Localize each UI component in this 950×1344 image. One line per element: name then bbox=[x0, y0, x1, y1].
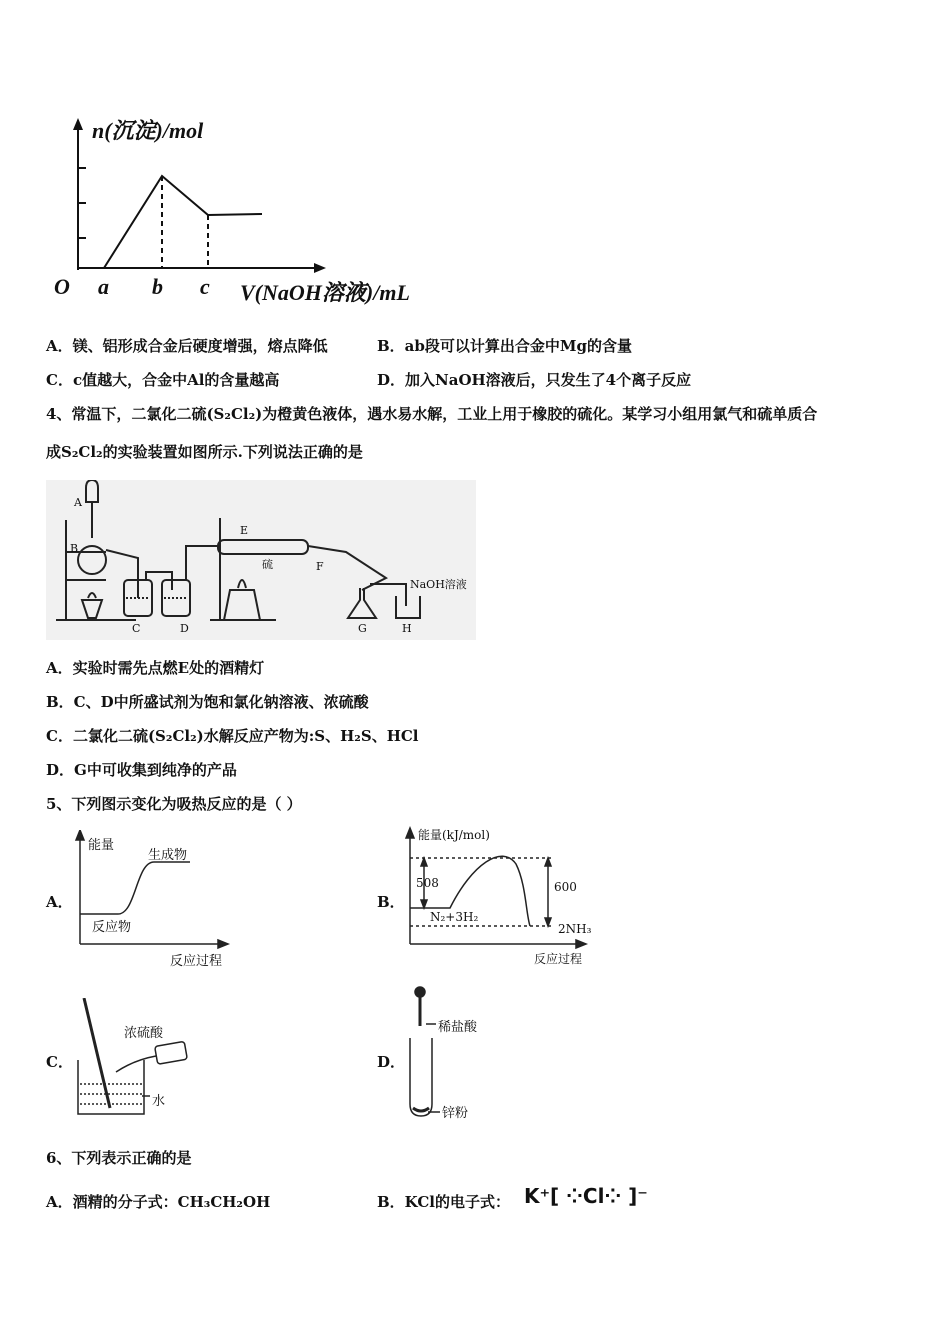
origin-label: O bbox=[54, 274, 70, 299]
y-axis-label: n(沉淀)/mol bbox=[92, 118, 204, 143]
label-h: H bbox=[402, 622, 412, 635]
q5-d-acid: 稀盐酸 bbox=[438, 1020, 478, 1035]
label-c: C bbox=[132, 622, 141, 635]
precipitate-curve bbox=[104, 176, 262, 268]
q6-stem: 6、下列表示正确的是 bbox=[46, 1149, 192, 1167]
point-c-label: c bbox=[200, 274, 210, 299]
q5-a-y-label: 能量 bbox=[88, 838, 115, 853]
q3-option-a: A．镁、铝形成合金后硬度增强，熔点降低 bbox=[46, 337, 328, 355]
glass-rod bbox=[84, 998, 110, 1108]
energy-curve-a bbox=[80, 862, 190, 914]
q4-stem-line2: 成S₂Cl₂的实验装置如图所示.下列说法正确的是 bbox=[46, 443, 363, 461]
label-e: E bbox=[240, 524, 249, 537]
q3-option-b: B．ab段可以计算出合金中Mg的含量 bbox=[377, 337, 632, 355]
point-a-label: a bbox=[98, 274, 109, 299]
label-a: A bbox=[74, 496, 82, 509]
q5-d-zinc: 锌粉 bbox=[442, 1106, 469, 1121]
q5-b-graph bbox=[402, 824, 602, 970]
apparatus-svg bbox=[46, 480, 476, 640]
q5-d-letter: D． bbox=[377, 1053, 406, 1071]
label-naoh: NaOH溶液 bbox=[410, 578, 467, 591]
q4-option-c: C．二氯化二硫(S₂Cl₂)水解反应产物为:S、H₂S、HCl bbox=[46, 727, 419, 745]
q5-stem: 5、下列图示变化为吸热反应的是（ ） bbox=[46, 795, 302, 813]
q5-a-x-label: 反应过程 bbox=[170, 954, 223, 969]
q5-c-figure bbox=[74, 998, 214, 1122]
apparatus-figure bbox=[46, 480, 476, 640]
q4-option-b: B．C、D中所盛试剂为饱和氯化钠溶液、浓硫酸 bbox=[46, 693, 369, 711]
q4-stem-line1: 4、常温下，二氯化二硫(S₂Cl₂)为橙黄色液体，遇水易水解，工业上用于橡胶的硫化。某学习小组用氯气和硫单质合 bbox=[46, 405, 818, 423]
q5-c-letter: C． bbox=[46, 1053, 73, 1071]
q3-option-d: D．加入NaOH溶液后，只发生了4个离子反应 bbox=[377, 371, 692, 389]
q5-b-600: 600 bbox=[554, 880, 577, 894]
label-b: B bbox=[70, 542, 79, 555]
label-d: D bbox=[180, 622, 189, 635]
q5-b-product: 2NH₃ bbox=[558, 922, 592, 936]
kcl-electron-formula: K⁺[ ⁘Cl⁘ ]⁻ bbox=[524, 1184, 648, 1208]
q5-b-y-label: 能量(kJ/mol) bbox=[418, 828, 490, 842]
label-g: G bbox=[358, 622, 367, 635]
q5-c-acid: 浓硫酸 bbox=[124, 1026, 164, 1041]
q5-a-product: 生成物 bbox=[148, 848, 188, 863]
y-axis-arrow bbox=[73, 118, 83, 130]
x-axis-arrow bbox=[314, 263, 326, 273]
q6-option-b: B．KCl的电子式： bbox=[377, 1193, 510, 1211]
test-tube bbox=[410, 1038, 432, 1116]
q5-a-graph bbox=[74, 830, 254, 970]
label-sulfur: 硫 bbox=[262, 558, 273, 571]
q5-c-water: 水 bbox=[152, 1094, 166, 1109]
q5-a-reactant: 反应物 bbox=[92, 920, 132, 935]
q4-option-d: D．G中可收集到纯净的产品 bbox=[46, 761, 237, 779]
x-axis-label: V(NaOH溶液)/mL bbox=[240, 280, 410, 305]
q5-b-letter: B． bbox=[377, 893, 405, 911]
q5-b-reactant: N₂+3H₂ bbox=[430, 910, 479, 924]
q6-option-a: A．酒精的分子式：CH₃CH₂OH bbox=[46, 1193, 271, 1211]
q3-option-c: C．c值越大，合金中Al的含量越高 bbox=[46, 371, 280, 389]
label-f: F bbox=[316, 560, 324, 573]
q5-d-figure bbox=[404, 986, 524, 1122]
precipitate-graph bbox=[40, 110, 480, 310]
acid-bottle bbox=[155, 1041, 188, 1064]
q5-b-x-label: 反应过程 bbox=[534, 952, 583, 966]
q5-a-letter: A． bbox=[46, 893, 73, 911]
q5-b-508: 508 bbox=[416, 876, 439, 890]
point-b-label: b bbox=[152, 274, 163, 299]
q4-option-a: A．实验时需先点燃E处的酒精灯 bbox=[46, 659, 265, 677]
